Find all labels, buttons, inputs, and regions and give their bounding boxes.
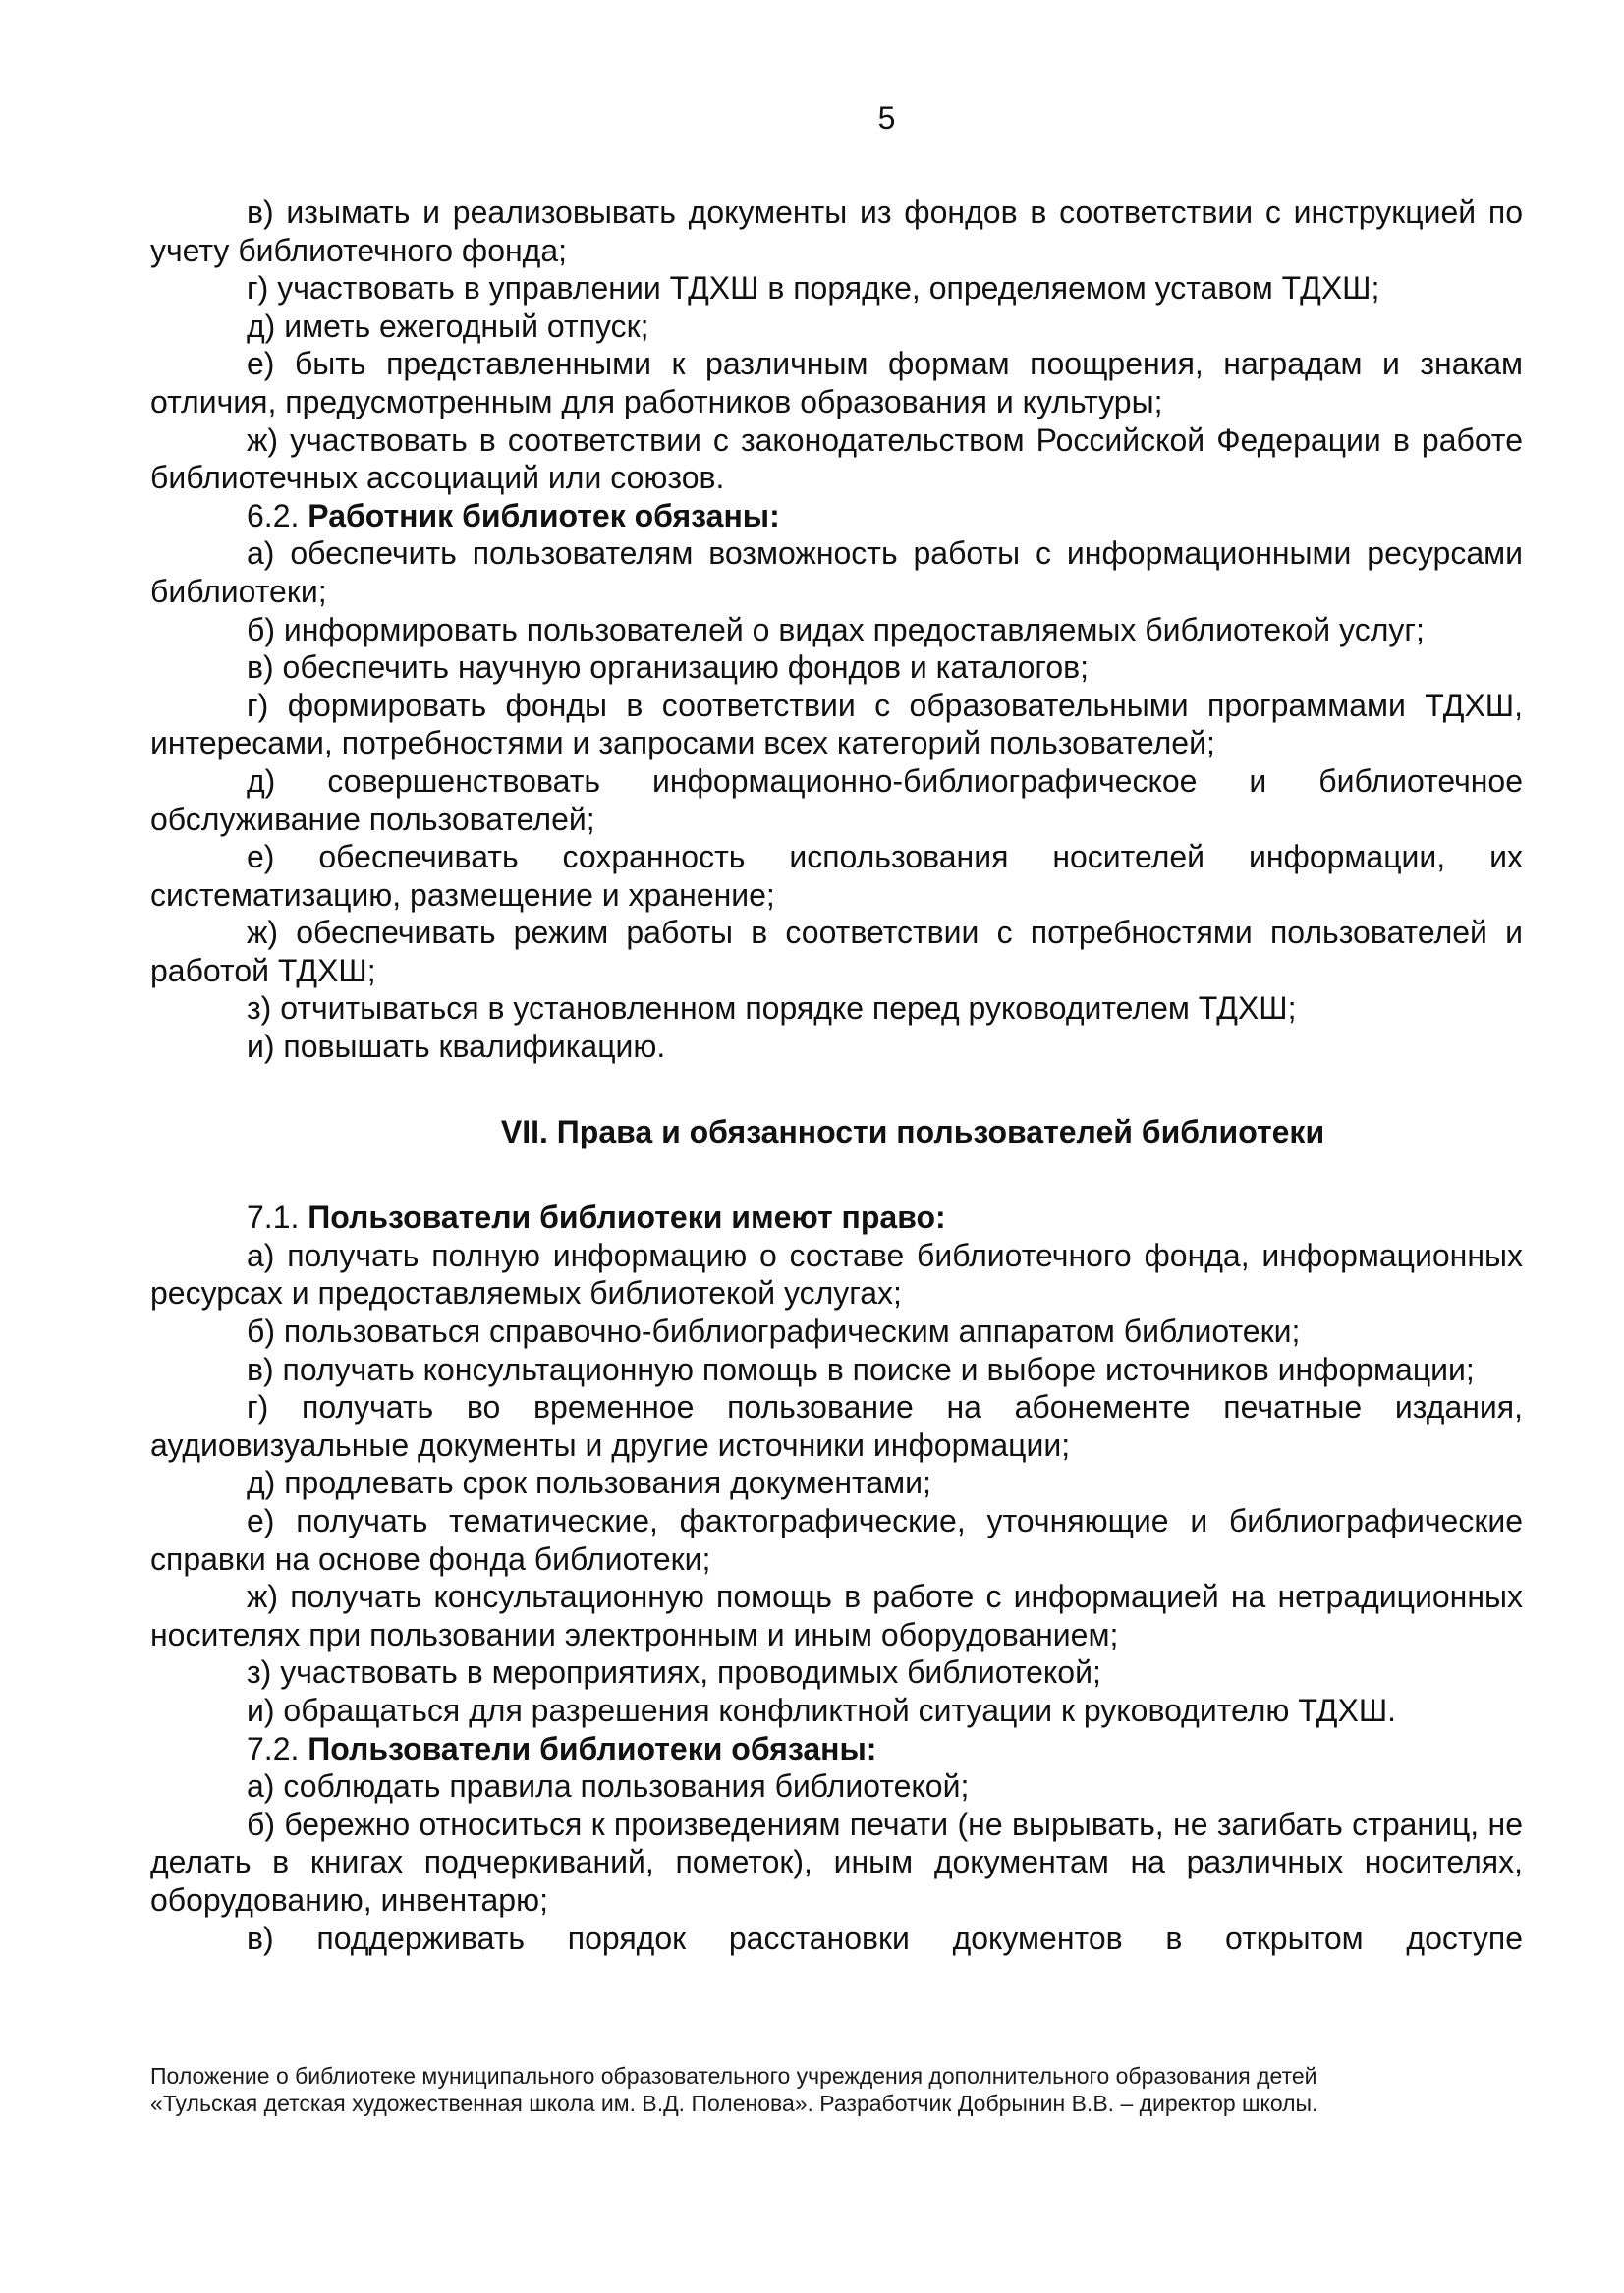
- list-item: в) получать консультационную помощь в поиске и выборе источников информации;: [247, 1351, 1475, 1387]
- list-item: г) получать во временное пользование на абонементе печатные издания, аудиовизуальные документы и другие источники информации;: [150, 1389, 1523, 1463]
- clause-heading: Пользователи библиотеки обязаны:: [308, 1730, 877, 1766]
- list-item: д) иметь ежегодный отпуск;: [247, 308, 649, 344]
- list-item: ж) участвовать в соответствии с законодательством Российской Федерации в работе библиотечных ассоциаций или союзов.: [150, 421, 1523, 496]
- list-item: г) формировать фонды в соответствии с образовательными программами ТДХШ, интересами, потребностями и запросами всех категорий пользователей;: [150, 687, 1523, 761]
- clause-6-2: [150, 497, 1523, 535]
- list-item: б) информировать пользователей о видах предоставляемых библиотекой услуг;: [247, 611, 1425, 647]
- list-item: и) повышать квалификацию.: [247, 1029, 666, 1065]
- clause-heading: Пользователи библиотеки имеют право:: [308, 1200, 946, 1236]
- list-item: а) соблюдать правила пользования библиотекой;: [247, 1768, 970, 1805]
- clause-number: 7.1.: [247, 1200, 308, 1236]
- list-item: ж) обеспечивать режим работы в соответствии с потребностями пользователей и работой ТДХШ;: [150, 915, 1523, 988]
- list-item: е) обеспечивать сохранность использования носителей информации, их систематизацию, размещение и хранение;: [150, 839, 1523, 913]
- list-item: и) обращаться для разрешения конфликтной ситуации к руководителю ТДХШ.: [247, 1692, 1397, 1728]
- list-item: г) участвовать в управлении ТДХШ в порядке, определяемом уставом ТДХШ;: [247, 270, 1380, 307]
- list-item: в) поддерживать порядок расстановки документов в открытом доступе: [247, 1920, 1523, 1956]
- list-item: а) обеспечить пользователям возможность работы с информационными ресурсами библиотеки;: [150, 535, 1523, 609]
- list-item: з) отчитываться в установленном порядке перед руководителем ТДХШ;: [247, 990, 1297, 1027]
- list-item: д) продлевать срок пользования документами;: [247, 1465, 931, 1501]
- clause-heading: Работник библиотек обязаны:: [308, 497, 780, 533]
- list-item: е) быть представленными к различным формам поощрения, наградам и знакам отличия, предусмотренным для работников образования и культуры;: [150, 346, 1523, 419]
- footer-line: «Тульская детская художественная школа им. В.Д. Поленова». Разработчик Добрынин В.В. – директор школы.: [150, 2091, 1318, 2116]
- clause-7-1: [150, 1199, 1523, 1237]
- page-footer: [150, 2062, 1523, 2117]
- clause-number: 7.2.: [247, 1730, 308, 1766]
- list-item: а) получать полную информацию о составе библиотечного фонда, информационных ресурсах и предоставляемых библиотекой услугах;: [150, 1237, 1523, 1312]
- footer-line: Положение о библиотеке муниципального образовательного учреждения дополнительного образования детей: [150, 2063, 1317, 2089]
- section-heading: VII. Права и обязанности пользователей библиотеки: [500, 1113, 1325, 1149]
- clause-7-2: [150, 1730, 1523, 1768]
- clause-number: 6.2.: [247, 497, 308, 533]
- list-item: б) бережно относиться к произведениям печати (не вырывать, не загибать страниц, не делать в книгах подчеркиваний, пометок), иным документам на различных носителях, оборудованию, инвентарю;: [150, 1806, 1523, 1918]
- list-item: б) пользоваться справочно-библиографическим аппаратом библиотеки;: [247, 1314, 1301, 1350]
- document-body: [150, 194, 1523, 1957]
- list-item: в) изымать и реализовывать документы из фондов в соответствии с инструкцией по учету библиотечного фонда;: [150, 195, 1523, 268]
- list-item: з) участвовать в мероприятиях, проводимых библиотекой;: [247, 1654, 1101, 1691]
- list-item: д) совершенствовать информационно-библиографическое и библиотечное обслуживание пользователей;: [150, 762, 1523, 837]
- list-item: в) обеспечить научную организацию фондов и каталогов;: [247, 649, 1090, 686]
- list-item: е) получать тематические, фактографические, уточняющие и библиографические справки на основе фонда библиотеки;: [150, 1503, 1523, 1577]
- page-number: 5: [877, 100, 896, 136]
- list-item: ж) получать консультационную помощь в работе с информацией на нетрадиционных носителях при пользовании электронным и иным оборудованием;: [150, 1579, 1523, 1652]
